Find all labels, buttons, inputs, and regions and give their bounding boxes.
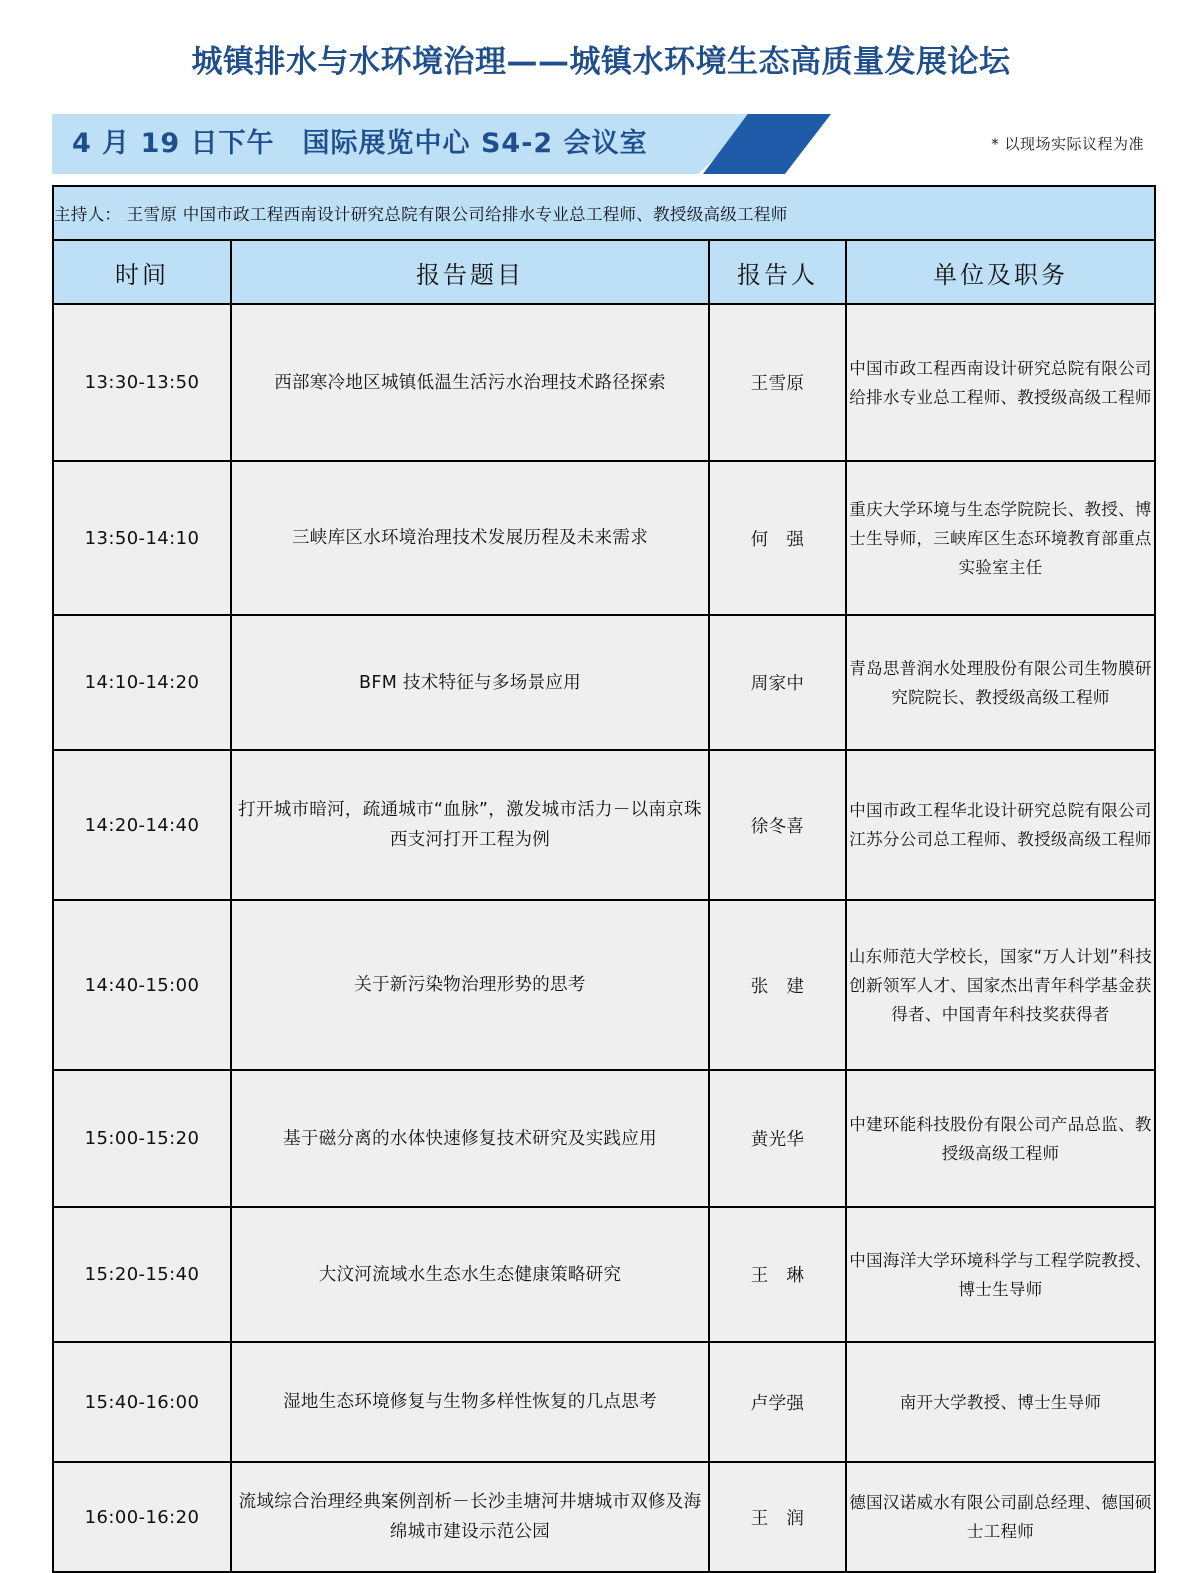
cell-time: 15:40-16:00: [53, 1342, 231, 1462]
cell-speaker: 何 强: [709, 461, 846, 615]
cell-speaker: 徐冬喜: [709, 750, 846, 900]
table-header-row: [53, 240, 1155, 304]
cell-time: 16:00-16:20: [53, 1462, 231, 1572]
cell-speaker: 张 建: [709, 900, 846, 1070]
cell-org: 德国汉诺威水有限公司副总经理、德国硕士工程师: [846, 1462, 1155, 1572]
table-row: [53, 615, 1155, 750]
cell-title: BFM 技术特征与多场景应用: [231, 615, 709, 750]
cell-time: 14:20-14:40: [53, 750, 231, 900]
cell-title: 打开城市暗河，疏通城市“血脉”，激发城市活力－以南京珠西支河打开工程为例: [231, 750, 709, 900]
cell-title: 西部寒冷地区城镇低温生活污水治理技术路径探索: [231, 304, 709, 461]
column-header-time: 时间: [53, 240, 231, 304]
table-row: [53, 461, 1155, 615]
cell-title: 流域综合治理经典案例剖析－长沙圭塘河井塘城市双修及海绵城市建设示范公园: [231, 1462, 709, 1572]
cell-time: 13:30-13:50: [53, 304, 231, 461]
table-row: [53, 900, 1155, 1070]
cell-speaker: 王 琳: [709, 1207, 846, 1342]
column-header-speaker: 报告人: [709, 240, 846, 304]
cell-time: 13:50-14:10: [53, 461, 231, 615]
cell-org: 山东师范大学校长，国家“万人计划”科技创新领军人才、国家杰出青年科学基金获得者、中国青年科技奖获得者: [846, 900, 1155, 1070]
table-row: [53, 1342, 1155, 1462]
cell-time: 15:00-15:20: [53, 1070, 231, 1207]
column-header-org: 单位及职务: [846, 240, 1155, 304]
table-row: [53, 304, 1155, 461]
cell-org: 重庆大学环境与生态学院院长、教授、博士生导师，三峡库区生态环境教育部重点实验室主任: [846, 461, 1155, 615]
cell-org: 中国海洋大学环境科学与工程学院教授、博士生导师: [846, 1207, 1155, 1342]
table-row: [53, 1070, 1155, 1207]
agenda-table-wrap: [52, 185, 1154, 1573]
cell-speaker: 周家中: [709, 615, 846, 750]
host-line: 主持人： 王雪原 中国市政工程西南设计研究总院有限公司给排水专业总工程师、教授级高级工程师: [53, 186, 1155, 240]
cell-speaker: 王雪原: [709, 304, 846, 461]
page-title: 城镇排水与水环境治理——城镇水环境生态高质量发展论坛: [191, 44, 1011, 80]
cell-title: 基于磁分离的水体快速修复技术研究及实践应用: [231, 1070, 709, 1207]
cell-title: 大汶河流域水生态水生态健康策略研究: [231, 1207, 709, 1342]
cell-title: 三峡库区水环境治理技术发展历程及未来需求: [231, 461, 709, 615]
banner-session-text: 4 月 19 日下午 国际展览中心 S4-2 会议室: [72, 128, 648, 159]
cell-org: 中建环能科技股份有限公司产品总监、教授级高级工程师: [846, 1070, 1155, 1207]
agenda-table: [52, 185, 1156, 1573]
table-row: [53, 750, 1155, 900]
cell-title: 关于新污染物治理形势的思考: [231, 900, 709, 1070]
host-row: [53, 186, 1155, 240]
cell-speaker: 王 润: [709, 1462, 846, 1572]
cell-org: 中国市政工程华北设计研究总院有限公司江苏分公司总工程师、教授级高级工程师: [846, 750, 1155, 900]
table-row: [53, 1207, 1155, 1342]
table-row: [53, 1462, 1155, 1572]
cell-org: 中国市政工程西南设计研究总院有限公司给排水专业总工程师、教授级高级工程师: [846, 304, 1155, 461]
cell-org: 青岛思普润水处理股份有限公司生物膜研究院院长、教授级高级工程师: [846, 615, 1155, 750]
cell-title: 湿地生态环境修复与生物多样性恢复的几点思考: [231, 1342, 709, 1462]
cell-speaker: 黄光华: [709, 1070, 846, 1207]
column-header-title: 报告题目: [231, 240, 709, 304]
session-banner: [52, 114, 1154, 174]
cell-time: 15:20-15:40: [53, 1207, 231, 1342]
cell-time: 14:10-14:20: [53, 615, 231, 750]
cell-time: 14:40-15:00: [53, 900, 231, 1070]
agenda-disclaimer-note: * 以现场实际议程为准: [991, 135, 1144, 153]
cell-speaker: 卢学强: [709, 1342, 846, 1462]
cell-org: 南开大学教授、博士生导师: [846, 1342, 1155, 1462]
